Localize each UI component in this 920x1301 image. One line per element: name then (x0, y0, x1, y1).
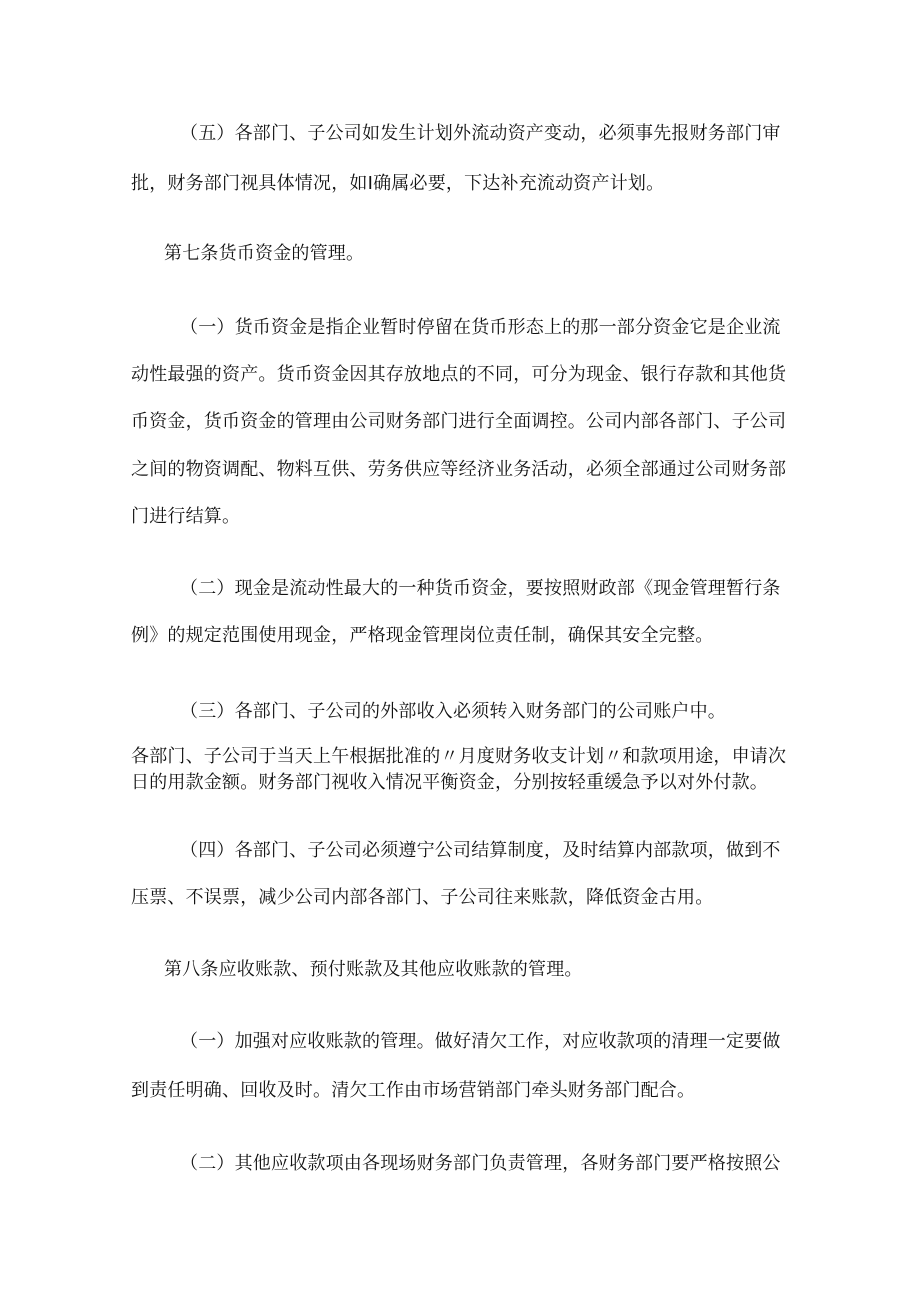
article-8-item-1-line-2: 到责任明确、回收及时。清欠工作由市场营销部门牵头财务部门配合。 (131, 1080, 696, 1101)
article-7-item-1-line-4: 之间的物资调配、物料互供、劳务供应等经济业务活动，必须全部通过公司财务部 (131, 459, 787, 480)
article-7-item-2-line-2: 例》的规定范围使用现金，严格现金管理岗位责任制，确保其安全完整。 (131, 625, 714, 646)
article-7-item-3-line-3: 日的用款金额。财务部门视收入情况平衡资金，分别按轻重缓急予以对外付款。 (131, 772, 768, 793)
article-8-item-1-line-1: （一）加强对应收账款的管理。做好清欠工作，对应收款项的清理一定要做 (180, 1031, 781, 1052)
article-7-item-4-line-1: （四）各部门、子公司必须遵宁公司结算制度，及时结算内部款项，做到不 (180, 840, 781, 861)
article-7-item-1-line-2: 动性最强的资产。货币资金因其存放地点的不同，可分为现金、银行存款和其他货 (131, 364, 787, 385)
article-7-item-1-line-3: 币资金，货币资金的管理由公司财务部门进行全面调控。公司内部各部门、子公司 (131, 411, 787, 432)
article-7-item-1-line-1: （一）货币资金是指企业暂时停留在货币形态上的那一部分资金它是企业流 (180, 317, 781, 338)
article-7-item-1-line-5: 门进行结算。 (131, 506, 241, 527)
paragraph-5-line-1: （五）各部门、子公司如发生计划外流动资产变动，必须事先报财务部门审 (180, 123, 781, 144)
article-7-item-3-line-1: （三）各部门、子公司的外部收入必须转入财务部门的公司账户中。 (180, 701, 726, 722)
article-8-heading: 第八条应收账款、预付账款及其他应收账款的管理。 (164, 959, 583, 980)
article-7-item-3-line-2: 各部门、子公司于当天上午根据批准的〃月度财务收支计划〃和款项用途，申请次 (131, 746, 787, 767)
paragraph-5-line-2: 批，财务部门视具体情况，如Ⅰ确属必要，下达补充流动资产计划。 (131, 173, 665, 194)
article-8-item-2-line-1: （二）其他应收款项由各现场财务部门负责管理，各财务部门要严格按照公 (180, 1153, 781, 1174)
article-7-heading: 第七条货币资金的管理。 (164, 243, 365, 264)
article-7-item-2-line-1: （二）现金是流动性最大的一种货币资金，要按照财政部《现金管理暂行条 (180, 578, 781, 599)
article-7-item-4-line-2: 压票、不误票，减少公司内部各部门、子公司往来账款，降低资金古用。 (131, 887, 714, 908)
